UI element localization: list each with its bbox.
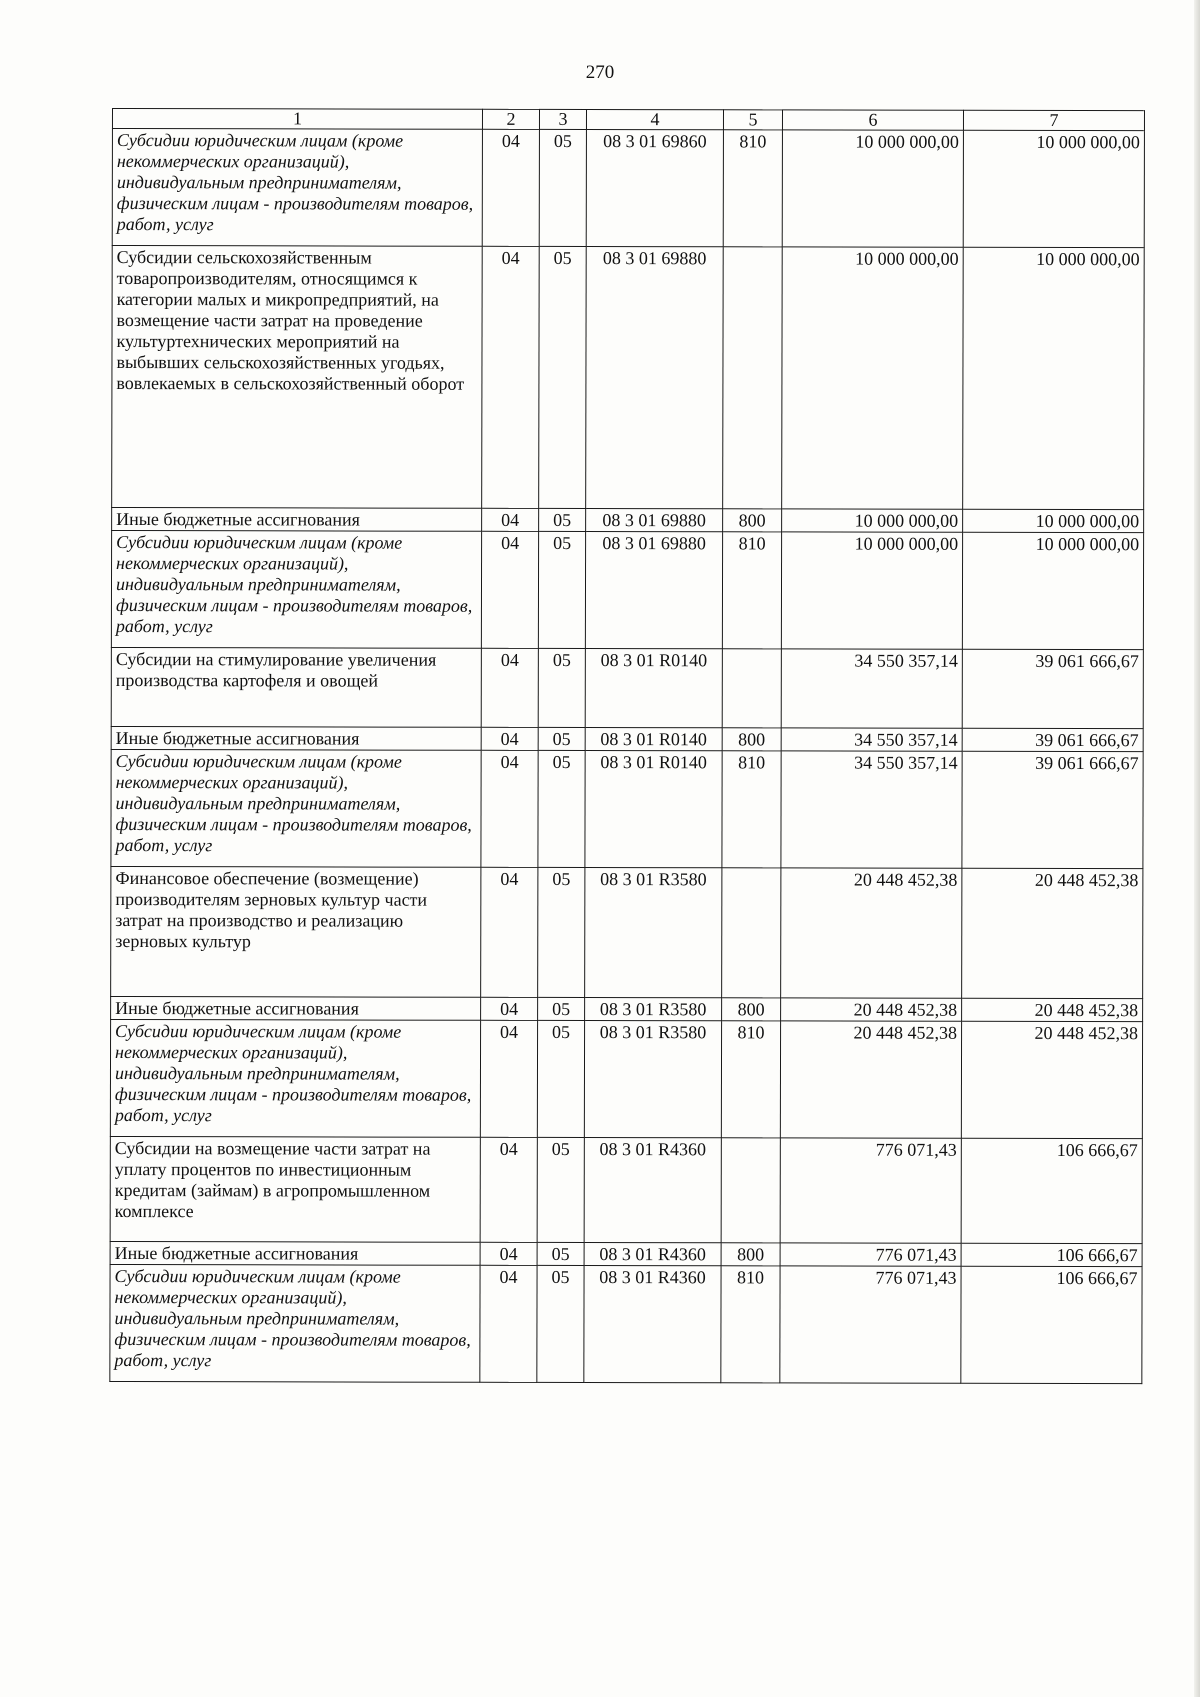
section-code: 04 bbox=[480, 1242, 537, 1265]
table-row bbox=[110, 1019, 1142, 1138]
amount-col-7: 39 061 666,67 bbox=[962, 751, 1143, 868]
amount-col-6: 34 550 357,14 bbox=[781, 728, 962, 751]
expense-type-code bbox=[722, 649, 781, 728]
section-code: 04 bbox=[480, 1020, 537, 1137]
table-row bbox=[112, 129, 1144, 248]
scan-edge bbox=[1194, 0, 1200, 1697]
row-name: Субсидии юридическим лицам (кроме некоммерческих организаций), индивидуальным предпринимателям, физическим лицам - производителям товаров, работ, услуг bbox=[112, 129, 482, 247]
amount-col-6: 20 448 452,38 bbox=[781, 998, 962, 1021]
subsection-code: 05 bbox=[538, 997, 585, 1020]
subsection-code: 05 bbox=[537, 1265, 584, 1382]
target-article-code: 08 3 01 R0140 bbox=[585, 727, 722, 750]
expense-type-code: 810 bbox=[722, 751, 781, 868]
amount-col-6: 10 000 000,00 bbox=[782, 130, 963, 247]
amount-col-7: 20 448 452,38 bbox=[961, 1021, 1142, 1138]
amount-col-7: 39 061 666,67 bbox=[962, 728, 1143, 751]
expense-type-code: 810 bbox=[721, 1266, 780, 1383]
header-col-4: 4 bbox=[586, 109, 723, 129]
target-article-code: 08 3 01 R3580 bbox=[585, 997, 722, 1020]
section-code: 04 bbox=[481, 727, 538, 750]
section-code: 04 bbox=[481, 531, 538, 648]
amount-col-6: 10 000 000,00 bbox=[782, 247, 964, 509]
subsection-code: 05 bbox=[538, 531, 585, 648]
expense-type-code bbox=[723, 247, 783, 509]
target-article-code: 08 3 01 R3580 bbox=[585, 867, 722, 997]
section-code: 04 bbox=[482, 129, 539, 246]
row-name: Субсидии юридическим лицам (кроме некоммерческих организаций), индивидуальным предпринимателям, физическим лицам - производителям товаров, работ, услуг bbox=[110, 1264, 480, 1382]
target-article-code: 08 3 01 R4360 bbox=[584, 1242, 721, 1265]
amount-col-7: 20 448 452,38 bbox=[962, 868, 1143, 998]
row-name: Субсидии юридическим лицам (кроме некоммерческих организаций), индивидуальным предпринимателям, физическим лицам - производителям товаров, работ, услуг bbox=[111, 749, 481, 867]
subsection-code: 05 bbox=[537, 1137, 584, 1242]
target-article-code: 08 3 01 69860 bbox=[586, 129, 723, 246]
section-code: 04 bbox=[482, 508, 539, 531]
row-name: Субсидии на стимулирование увеличения производства картофеля и овощей bbox=[111, 647, 481, 727]
row-name: Иные бюджетные ассигнования bbox=[111, 726, 481, 750]
expense-type-code bbox=[722, 868, 781, 998]
amount-col-6: 776 071,43 bbox=[780, 1138, 961, 1243]
amount-col-6: 20 448 452,38 bbox=[780, 1021, 961, 1138]
target-article-code: 08 3 01 69880 bbox=[586, 246, 724, 508]
amount-col-6: 776 071,43 bbox=[780, 1243, 961, 1266]
section-code: 04 bbox=[480, 1265, 537, 1382]
amount-col-7: 106 666,67 bbox=[961, 1138, 1142, 1243]
amount-col-6: 776 071,43 bbox=[780, 1266, 961, 1383]
amount-col-6: 34 550 357,14 bbox=[781, 649, 962, 728]
subsection-code: 05 bbox=[537, 1020, 584, 1137]
amount-col-6: 20 448 452,38 bbox=[781, 868, 962, 998]
expense-type-code: 810 bbox=[723, 130, 782, 247]
table-row bbox=[111, 531, 1143, 650]
table-row bbox=[111, 996, 1143, 1021]
target-article-code: 08 3 01 R4360 bbox=[584, 1137, 721, 1242]
header-row bbox=[112, 109, 1144, 131]
section-code: 04 bbox=[481, 867, 538, 997]
amount-col-7: 106 666,67 bbox=[961, 1243, 1142, 1266]
expense-type-code: 810 bbox=[721, 1021, 780, 1138]
header-col-5: 5 bbox=[723, 110, 782, 130]
amount-col-6: 34 550 357,14 bbox=[781, 751, 962, 868]
subsection-code: 05 bbox=[539, 246, 587, 508]
row-name: Субсидии юридическим лицам (кроме некоммерческих организаций), индивидуальным предпринимателям, физическим лицам - производителям товаров, работ, услуг bbox=[111, 531, 481, 649]
target-article-code: 08 3 01 R3580 bbox=[584, 1020, 721, 1137]
table-row bbox=[110, 1264, 1142, 1383]
expense-type-code: 810 bbox=[722, 532, 781, 649]
expense-type-code bbox=[721, 1138, 780, 1243]
amount-col-7: 106 666,67 bbox=[961, 1266, 1142, 1383]
amount-col-6: 10 000 000,00 bbox=[782, 509, 963, 532]
subsection-code: 05 bbox=[537, 1242, 584, 1265]
expense-type-code: 800 bbox=[722, 998, 781, 1021]
row-name: Финансовое обеспечение (возмещение) производителям зерновых культур части затрат на производство и реализацию зерновых культур bbox=[111, 866, 481, 997]
amount-col-7: 10 000 000,00 bbox=[963, 509, 1144, 532]
expense-type-code: 800 bbox=[723, 509, 782, 532]
subsection-code: 05 bbox=[538, 648, 585, 727]
target-article-code: 08 3 01 R4360 bbox=[584, 1265, 721, 1382]
subsection-code: 05 bbox=[538, 750, 585, 867]
section-code: 04 bbox=[480, 1137, 537, 1242]
section-code: 04 bbox=[481, 997, 538, 1020]
amount-col-7: 20 448 452,38 bbox=[962, 998, 1143, 1021]
table-row bbox=[112, 508, 1144, 533]
table-row bbox=[111, 866, 1143, 998]
table-row bbox=[111, 726, 1143, 751]
table-row bbox=[112, 246, 1145, 510]
expense-type-code: 800 bbox=[722, 728, 781, 751]
budget-table bbox=[109, 108, 1145, 1384]
subsection-code: 05 bbox=[539, 508, 586, 531]
target-article-code: 08 3 01 R0140 bbox=[585, 750, 722, 867]
row-name: Субсидии сельскохозяйственным товаропроизводителям, относящимся к категории малых и микропредприятий, на возмещение части затрат на проведение культуртехнических мероприятий на выбывших сельскохозяйственных угодьях, вовлекаемых в сельскохозяйственный оборот bbox=[112, 246, 483, 509]
table-row bbox=[111, 647, 1143, 728]
subsection-code: 05 bbox=[538, 727, 585, 750]
table-row bbox=[110, 1241, 1142, 1266]
table-row bbox=[111, 749, 1143, 868]
amount-col-7: 10 000 000,00 bbox=[962, 532, 1143, 649]
amount-col-7: 10 000 000,00 bbox=[963, 130, 1144, 247]
row-name: Субсидии на возмещение части затрат на уплату процентов по инвестиционным кредитам (займам) в агропромышленном комплексе bbox=[110, 1136, 480, 1242]
section-code: 04 bbox=[481, 750, 538, 867]
header-col-6: 6 bbox=[782, 110, 963, 130]
row-name: Иные бюджетные ассигнования bbox=[111, 996, 481, 1020]
expense-type-code: 800 bbox=[721, 1243, 780, 1266]
amount-col-6: 10 000 000,00 bbox=[781, 532, 962, 649]
section-code: 04 bbox=[481, 648, 538, 727]
target-article-code: 08 3 01 69880 bbox=[586, 508, 723, 531]
subsection-code: 05 bbox=[538, 867, 585, 997]
row-name: Иные бюджетные ассигнования bbox=[112, 508, 482, 532]
section-code: 04 bbox=[482, 246, 540, 508]
row-name: Иные бюджетные ассигнования bbox=[110, 1241, 480, 1265]
page-number: 270 bbox=[585, 62, 615, 83]
row-name: Субсидии юридическим лицам (кроме некоммерческих организаций), индивидуальным предпринимателям, физическим лицам - производителям товаров, работ, услуг bbox=[110, 1019, 480, 1137]
amount-col-7: 39 061 666,67 bbox=[962, 649, 1143, 728]
header-col-3: 3 bbox=[539, 109, 586, 129]
subsection-code: 05 bbox=[539, 129, 586, 246]
amount-col-7: 10 000 000,00 bbox=[963, 247, 1145, 509]
header-col-2: 2 bbox=[482, 109, 539, 129]
header-col-7: 7 bbox=[963, 110, 1144, 130]
table-row bbox=[110, 1136, 1142, 1243]
target-article-code: 08 3 01 R0140 bbox=[585, 648, 722, 727]
target-article-code: 08 3 01 69880 bbox=[585, 531, 722, 648]
header-col-1: 1 bbox=[112, 109, 482, 130]
